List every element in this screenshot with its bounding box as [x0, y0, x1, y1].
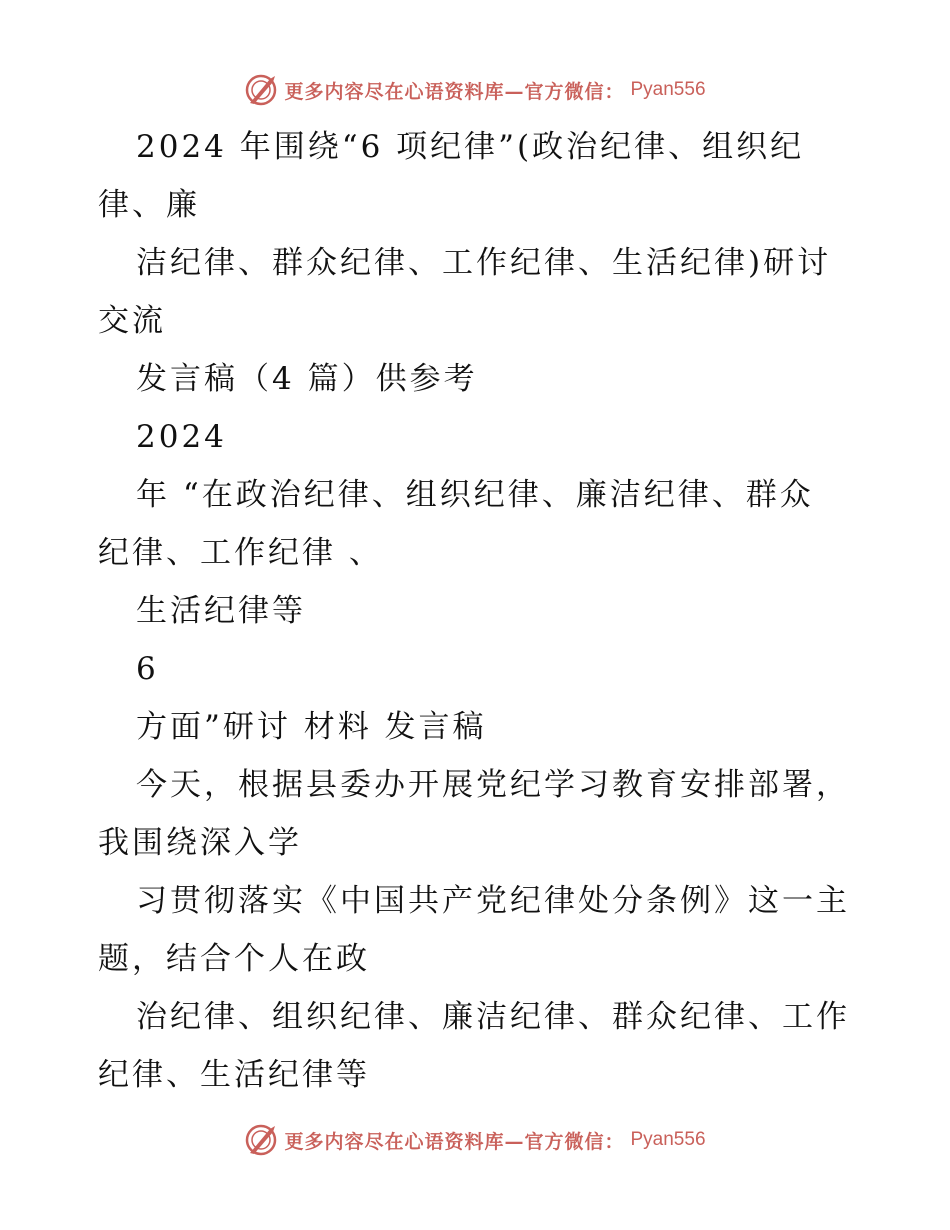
quill-logo-icon	[244, 1123, 278, 1157]
text-line: 治纪律、组织纪律、廉洁纪律、群众纪律、工作	[136, 999, 850, 1035]
text-line: 律、廉	[98, 187, 200, 223]
text-line: 发言稿（4 篇）供参考	[136, 361, 478, 397]
text-line: 洁纪律、群众纪律、工作纪律、生活纪律)研讨	[136, 245, 832, 281]
quill-logo-icon	[244, 73, 278, 107]
text-line: 方面”研讨 材料 发言稿	[136, 709, 487, 745]
text-line: 交流	[98, 303, 166, 339]
text-line: 2024	[136, 419, 227, 455]
header-watermark	[0, 68, 950, 112]
watermark-text: 更多内容尽在心语资料库—官方微信：	[284, 80, 625, 103]
watermark-wechat-id: Pyan556	[630, 1129, 706, 1150]
text-line: 2024 年围绕“6 项纪律”(政治纪律、组织纪	[136, 129, 805, 165]
text-line: 年 “在政治纪律、组织纪律、廉洁纪律、群众	[136, 477, 814, 513]
document-body	[98, 118, 858, 1104]
watermark-wechat-id: Pyan556	[630, 79, 706, 100]
text-line: 纪律、工作纪律 、	[98, 535, 383, 571]
text-line: 我围绕深入学	[98, 825, 302, 861]
text-line: 纪律、生活纪律等	[98, 1057, 370, 1093]
watermark-text: 更多内容尽在心语资料库—官方微信：	[284, 1130, 625, 1153]
text-line: 生活纪律等	[136, 593, 306, 629]
text-line: 题，结合个人在政	[98, 941, 370, 977]
text-line: 今天，根据县委办开展党纪学习教育安排部署，	[136, 767, 850, 803]
text-line: 习贯彻落实《中国共产党纪律处分条例》这一主	[136, 883, 850, 919]
footer-watermark	[0, 1118, 950, 1162]
text-line: 6	[136, 651, 159, 687]
